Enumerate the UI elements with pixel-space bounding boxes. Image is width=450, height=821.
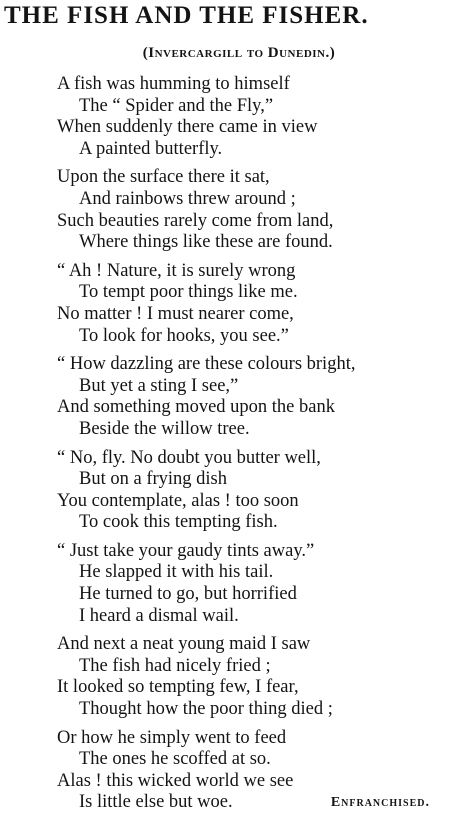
poem-line: A painted butterfly. <box>79 138 223 159</box>
poem-line: But on a frying dish <box>79 469 227 490</box>
poem-line: A fish was humming to himself <box>57 74 290 94</box>
poem-line: The ones he scoffed at so. <box>79 749 271 770</box>
poem-line: The fish had nicely fried ; <box>79 655 271 676</box>
poem-title: THE FISH AND THE FISHER. <box>4 2 369 29</box>
poem-line: No matter ! I must nearer come, <box>57 303 294 324</box>
stanza <box>0 541 450 627</box>
poem-line: And rainbows threw around ; <box>79 188 296 209</box>
stanza <box>0 448 450 534</box>
poem-line: “ Ah ! Nature, it is surely wrong <box>57 260 296 281</box>
poem-line: “ Just take your gaudy tints away.” <box>57 540 315 561</box>
poem-line: To cook this tempting fish. <box>79 512 278 533</box>
poem-line: Is little else but woe. <box>79 792 233 813</box>
poem-line: And something moved upon the bank <box>57 397 335 418</box>
stanza <box>0 74 450 160</box>
poem-line: The “ Spider and the Fly,” <box>79 95 274 116</box>
poem-subtitle: (Invercargill to Dunedin.) <box>142 45 336 61</box>
author-signature: Enfranchised. <box>330 795 430 810</box>
poem-line: Upon the surface there it sat, <box>57 167 270 188</box>
poem-line: He turned to go, but horrified <box>79 584 297 605</box>
poem-line: He slapped it with his tail. <box>79 562 274 583</box>
poem-line: Alas ! this wicked world we see <box>57 770 294 791</box>
poem-line: Thought how the poor thing died ; <box>79 699 333 720</box>
stanza <box>0 261 450 347</box>
stanza <box>0 167 450 253</box>
poem-line: I heard a dismal wail. <box>79 605 239 626</box>
poem-line: Or how he simply went to feed <box>57 727 287 748</box>
poem-line: It looked so tempting few, I fear, <box>57 677 299 698</box>
poem-line: Such beauties rarely come from land, <box>57 210 334 231</box>
poem-line: But yet a sting I see,” <box>79 375 239 396</box>
poem-line: To tempt poor things like me. <box>79 282 298 303</box>
poem-line: When suddenly there came in view <box>57 117 318 138</box>
stanza <box>0 354 450 440</box>
poem-line: And next a neat young maid I saw <box>57 634 311 655</box>
poem-line: You contemplate, alas ! too soon <box>57 490 299 511</box>
stanza <box>0 634 450 720</box>
poem-body <box>0 74 450 821</box>
poem-line: “ No, fly. No doubt you butter well, <box>57 447 321 468</box>
poem-line: Where things like these are found. <box>79 232 333 253</box>
poem-line: Beside the willow tree. <box>79 418 250 439</box>
poem-line: “ How dazzling are these colours bright, <box>57 354 356 375</box>
poem-line: To look for hooks, you see.” <box>79 325 289 346</box>
